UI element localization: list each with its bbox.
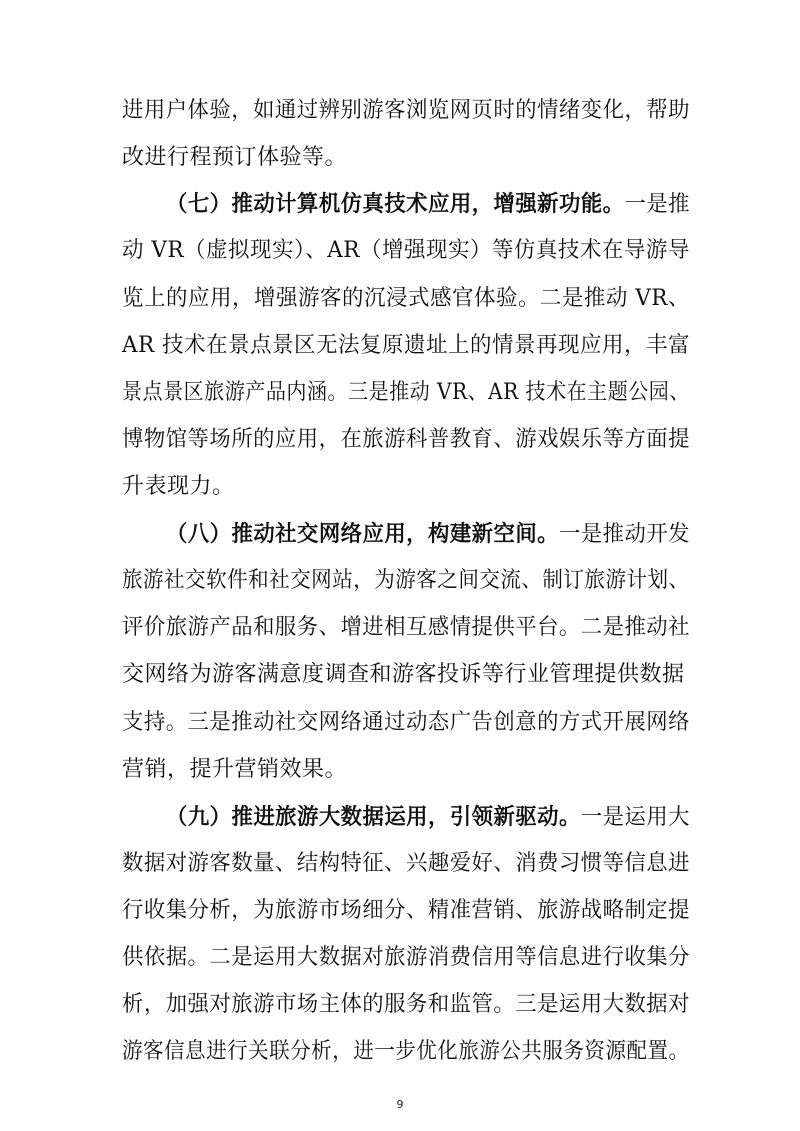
section-heading: （七）推动计算机仿真技术应用，增强新功能。 bbox=[166, 191, 625, 217]
text-line: 支持。三是推动社交网络通过动态广告创意的方式开展网络 bbox=[122, 710, 691, 735]
text-line: 营销，提升营销效果。 bbox=[122, 757, 348, 782]
text-line: 景点景区旅游产品内涵。三是推动 VR、AR 技术在主题公园、 bbox=[122, 380, 690, 405]
page-number: 9 bbox=[396, 1098, 404, 1111]
paragraph-first-line bbox=[166, 189, 690, 219]
text-line: 析，加强对旅游市场主体的服务和监管。三是运用大数据对 bbox=[122, 992, 691, 1017]
text-run: 一是运用大 bbox=[580, 805, 691, 830]
text-run: 一是推动开发 bbox=[559, 522, 691, 547]
text-line: 评价旅游产品和服务、增进相互感情提供平台。二是推动社 bbox=[122, 615, 691, 640]
text-line: 游客信息进行关联分析，进一步优化旅游公共服务资源配置。 bbox=[122, 1039, 690, 1064]
text-line: 博物馆等场所的应用，在旅游科普教育、游戏娱乐等方面提 bbox=[122, 427, 691, 452]
paragraph-first-line bbox=[166, 519, 690, 549]
text-line: 升表现力。 bbox=[122, 474, 235, 499]
text-line: AR 技术在景点景区无法复原遗址上的情景再现应用，丰富 bbox=[122, 333, 690, 358]
paragraph-first-line bbox=[166, 802, 690, 832]
text-line: 交网络为游客满意度调查和游客投诉等行业管理提供数据 bbox=[122, 662, 685, 687]
text-line: 数据对游客数量、结构特征、兴趣爱好、消费习惯等信息进 bbox=[122, 851, 691, 876]
section-heading: （九）推进旅游大数据运用，引领新驱动。 bbox=[166, 804, 581, 830]
text-line: 旅游社交软件和社交网站，为游客之间交流、制订旅游计划、 bbox=[122, 568, 690, 593]
text-line: 供依据。二是运用大数据对旅游消费信用等信息进行收集分 bbox=[122, 945, 691, 970]
text-run: 一是推 bbox=[624, 192, 691, 217]
text-line: 动 VR（虚拟现实）、AR（增强现实）等仿真技术在导游导 bbox=[122, 238, 690, 263]
section-heading: （八）推动社交网络应用，构建新空间。 bbox=[166, 521, 560, 547]
text-line: 改进行程预订体验等。 bbox=[122, 145, 348, 170]
text-line: 进用户体验，如通过辨别游客浏览网页时的情绪变化，帮助 bbox=[122, 98, 691, 123]
text-line: 行收集分析，为旅游市场细分、精准营销、旅游战略制定提 bbox=[122, 898, 691, 923]
text-line: 览上的应用，增强游客的沉浸式感官体验。二是推动 VR、 bbox=[122, 286, 690, 311]
